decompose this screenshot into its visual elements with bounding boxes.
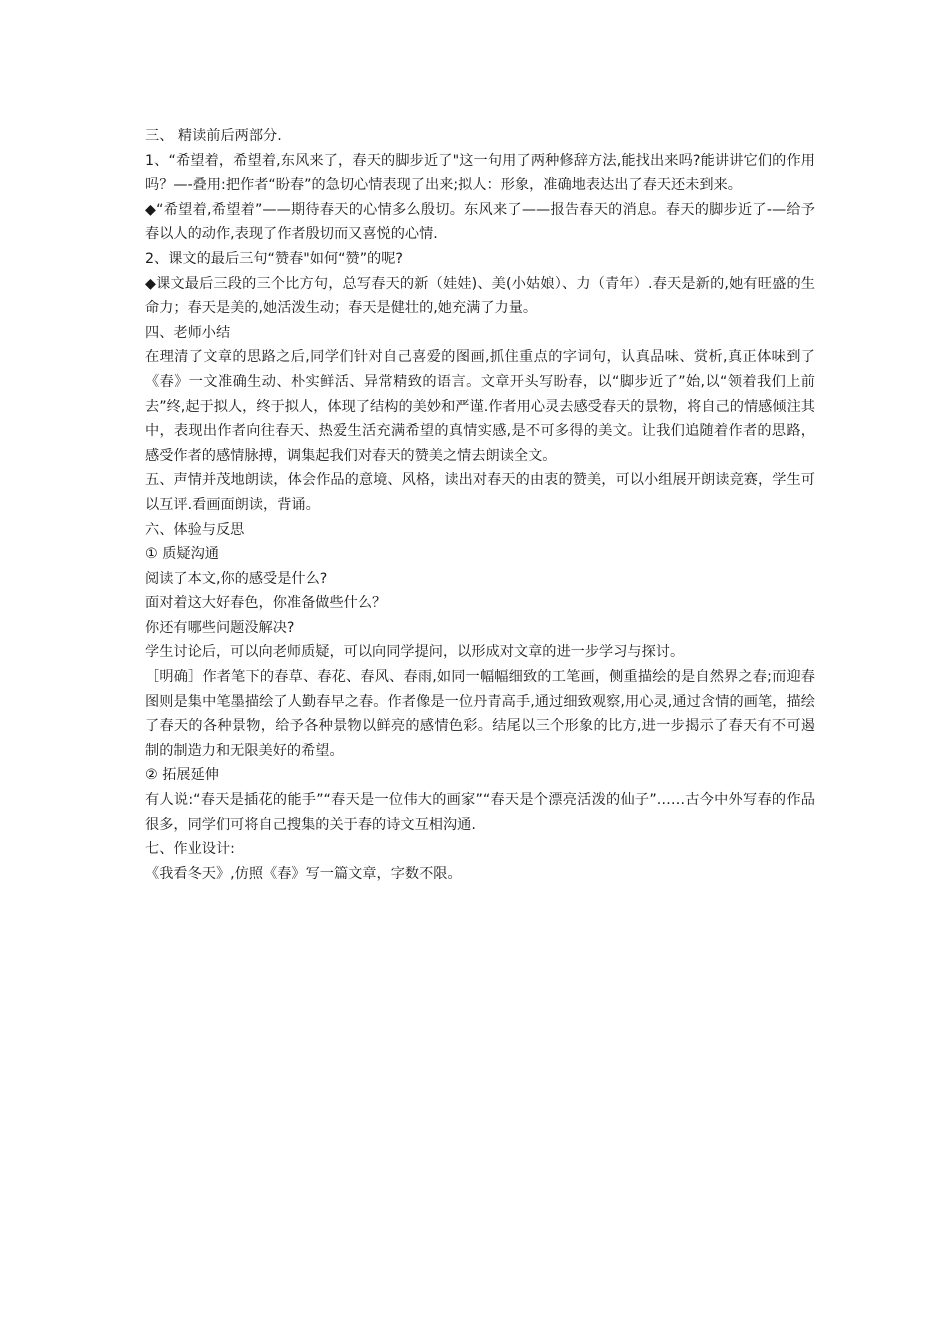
reflection-question-3: 你还有哪些问题没解决? [145, 619, 295, 636]
question-1-paragraph: 1、“希望着，希望着,东风来了，春天的脚步近了"这一句用了两种修辞方法,能找出来吗?能讲讲它们的作用吗？—-叠用:把作者“盼春”的急切心情表现了出来;拟人：形象，准确地表达出了春天还未到来。 [145, 152, 815, 194]
teacher-summary-paragraph: 在理清了文章的思路之后,同学们针对自己喜爱的图画,抓住重点的字词句，认真品味、赏析,真正体味到了《春》一文准确生动、朴实鲜活、异常精致的语言。文章开头写盼春，以“脚步近了”始,以“领着我们上前去”终,起于拟人，终于拟人，体现了结构的美妙和严谨.作者用心灵去感受春天的景物，将自己的情感倾注其中，表现出作者向往春天、热爱生活充满希望的真情实感,是不可多得的美文。让我们追随着作者的思路，感受作者的感情脉搏，调集起我们对春天的赞美之情去朗读全文。 [145, 349, 815, 464]
question-2-paragraph: 2、课文的最后三句“赞春"如何“赞”的呢? [145, 250, 403, 267]
extension-paragraph: 有人说:“春天是插花的能手”“春天是一位伟大的画家”“春天是个漂亮活泼的仙子”……古今中外写春的作品很多，同学们可将自己搜集的关于春的诗文互相沟通. [145, 792, 815, 833]
subsection-heading-1: ① 质疑沟通 [145, 546, 219, 563]
section-heading-7: 七、作业设计: [145, 841, 235, 858]
answer-2-paragraph: ◆课文最后三段的三个比方句，总写春天的新（娃娃)、美(小姑娘）、力（青年）.春天是新的,她有旺盛的生命力；春天是美的,她活泼生动；春天是健壮的,她充满了力量。 [145, 275, 815, 317]
section-heading-5: 五、声情并茂地朗读，体会作品的意境、风格，读出对春天的由衷的赞美，可以小组展开朗读竞赛，学生可以互评.看画面朗读，背诵。 [145, 472, 815, 513]
document-body [145, 124, 815, 886]
discussion-paragraph: 学生讨论后，可以向老师质疑，可以向同学提问，以形成对文章的进一步学习与探讨。 [145, 644, 685, 661]
reflection-question-1: 阅读了本文,你的感受是什么? [145, 570, 328, 587]
answer-1-paragraph: ◆“希望着,希望着”——期待春天的心情多么殷切。东风来了——报告春天的消息。春天的脚步近了-—给予春以人的动作,表现了作者殷切而又喜悦的心情. [145, 201, 815, 243]
homework-paragraph: 《我看冬天》,仿照《春》写一篇文章，字数不限。 [145, 865, 462, 882]
subsection-heading-2: ② 拓展延伸 [145, 767, 219, 784]
reflection-question-2: 面对着这大好春色，你准备做些什么？ [145, 595, 387, 612]
clarification-paragraph: ［明确］作者笔下的春草、春花、春风、春雨,如同一幅幅细致的工笔画，侧重描绘的是自然界之春;而迎春图则是集中笔墨描绘了人勤春早之春。作者像是一位丹青高手,通过细致观察,用心灵,通过含情的画笔，描绘了春天的各种景物，给予各种景物以鲜亮的感情色彩。结尾以三个形象的比方,进一步揭示了春天有不可遏制的制造力和无限美好的希望。 [145, 669, 815, 759]
section-heading-6: 六、体验与反思 [145, 521, 245, 538]
section-heading-3: 三、 精读前后两部分. [145, 128, 282, 144]
section-heading-4: 四、老师小结 [145, 324, 231, 341]
